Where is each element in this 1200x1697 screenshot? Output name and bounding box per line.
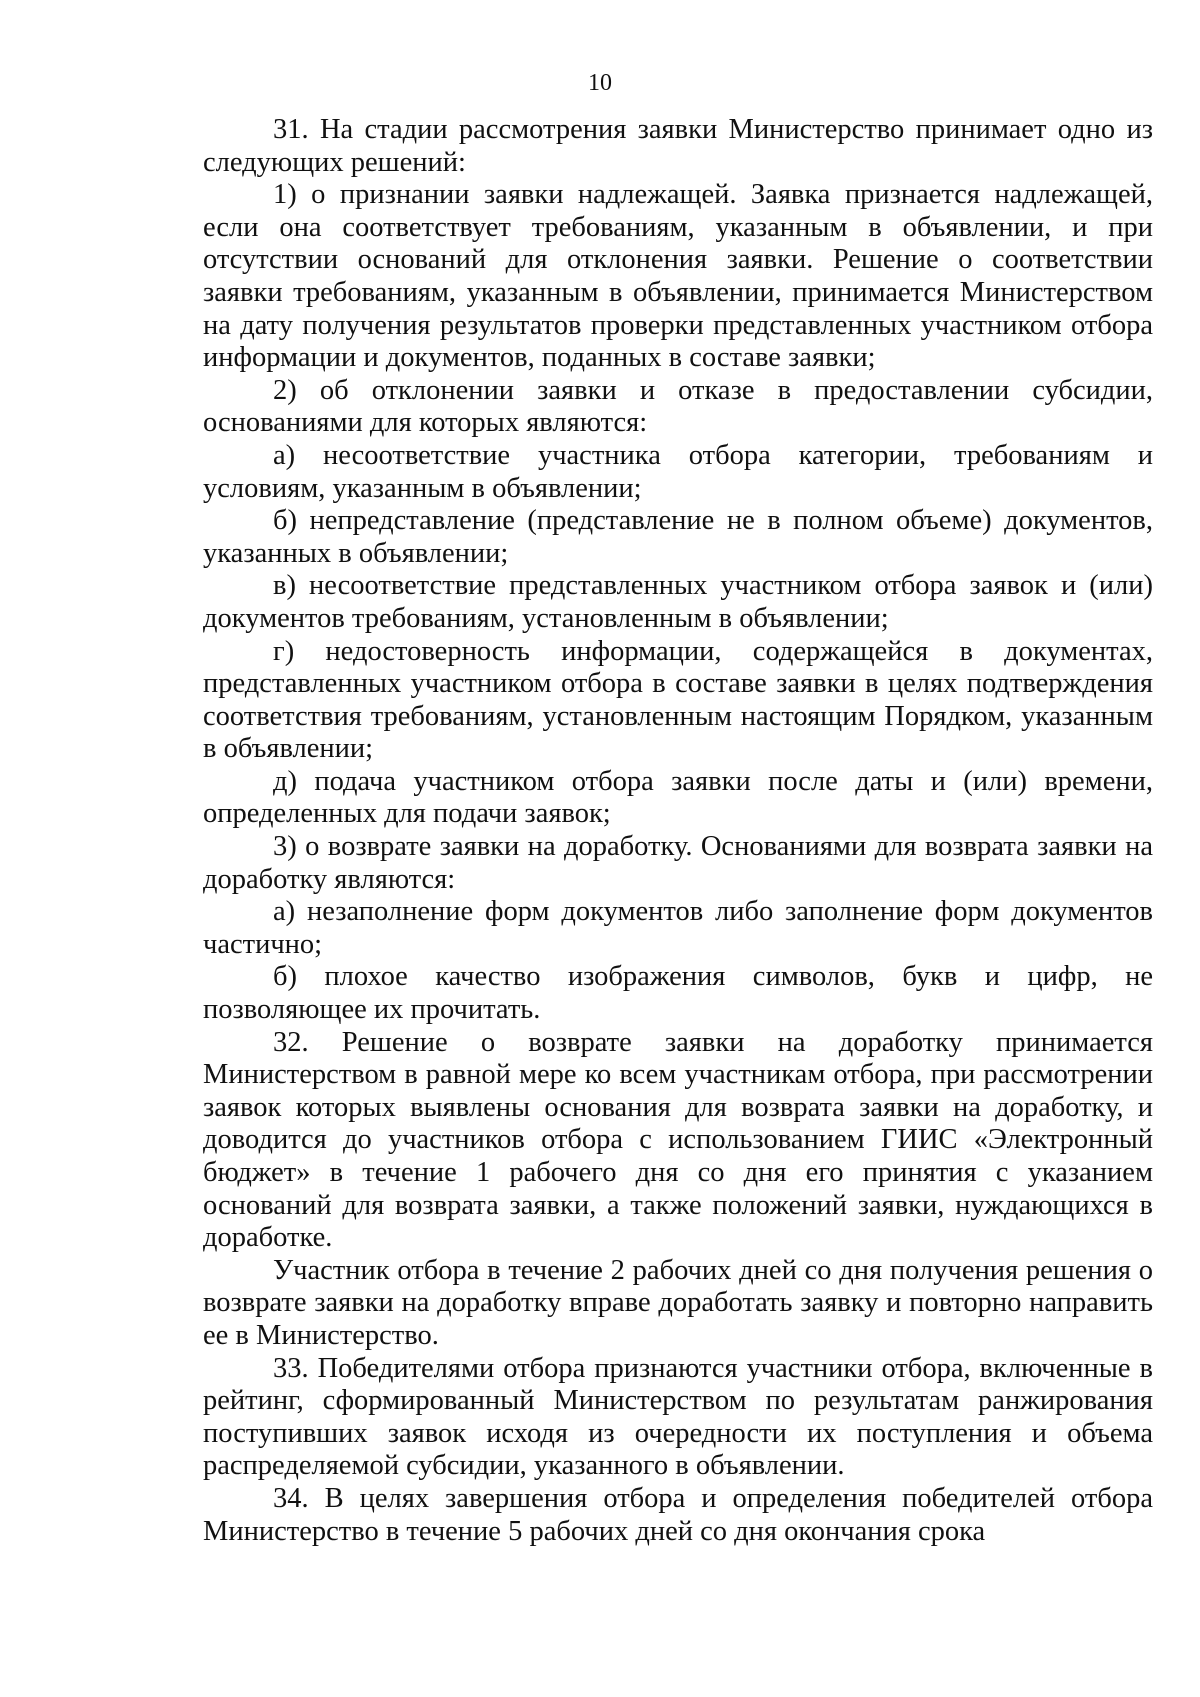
paragraph-31: 31. На стадии рассмотрения заявки Министерство принимает одно из следующих решений: <box>203 114 1153 178</box>
paragraph-31-item-2-b: б) непредставление (представление не в полном объеме) документов, указанных в объявлении; <box>203 505 1153 569</box>
page-number: 10 <box>588 70 612 96</box>
paragraph-31-item-1: 1) о признании заявки надлежащей. Заявка признается надлежащей, если она соответствует требованиям, указанным в объявлении, и при отсутствии оснований для отклонения заявки. Решение о соответствии заявки требованиям, указанным в объявлении, принимается Министерством на дату получения результатов проверки представленных участником отбора информации и документов, поданных в составе заявки; <box>203 179 1153 374</box>
paragraph-31-item-2-d: д) подача участником отбора заявки после даты и (или) времени, определенных для подачи заявок; <box>203 765 1153 830</box>
paragraph-32-continuation: Участник отбора в течение 2 рабочих дней со дня получения решения о возврате заявки на доработку вправе доработать заявку и повторно направить ее в Министерство. <box>203 1254 1153 1351</box>
paragraph-31-item-2: 2) об отклонении заявки и отказе в предоставлении субсидии, основаниями для которых являются: <box>203 374 1153 439</box>
paragraph-34: 34. В целях завершения отбора и определения победителей отбора Министерство в течение 5 рабочих дней со дня окончания срока <box>203 1482 1153 1547</box>
paragraph-31-item-3-a: а) незаполнение форм документов либо заполнение форм документов частично; <box>203 896 1153 960</box>
paragraph-31-item-2-a: а) несоответствие участника отбора категории, требованиям и условиям, указанным в объявлении; <box>203 439 1153 504</box>
document-body <box>203 114 1153 1548</box>
paragraph-31-item-3: 3) о возврате заявки на доработку. Основаниями для возврата заявки на доработку являются: <box>203 831 1153 895</box>
paragraph-32: 32. Решение о возврате заявки на доработку принимается Министерством в равной мере ко всем участникам отбора, при рассмотрении заявок которых выявлены основания для возврата заявки на доработку, и доводится до участников отбора с использованием ГИИС «Электронный бюджет» в течение 1 рабочего дня со дня его принятия с указанием оснований для возврата заявки, а также положений заявки, нуждающихся в доработке. <box>203 1026 1153 1254</box>
paragraph-31-item-3-b: б) плохое качество изображения символов, букв и цифр, не позволяющее их прочитать. <box>203 961 1153 1026</box>
paragraph-31-item-2-g: г) недостоверность информации, содержащейся в документах, представленных участником отбора в составе заявки в целях подтверждения соответствия требованиям, установленным настоящим Порядком, указанным в объявлении; <box>203 635 1153 765</box>
paragraph-31-item-2-v: в) несоответствие представленных участником отбора заявок и (или) документов требованиям, установленным в объявлении; <box>203 570 1153 634</box>
paragraph-33: 33. Победителями отбора признаются участники отбора, включенные в рейтинг, сформированный Министерством по результатам ранжирования поступивших заявок исходя из очередности их поступления и объема распределяемой субсидии, указанного в объявлении. <box>203 1352 1153 1482</box>
